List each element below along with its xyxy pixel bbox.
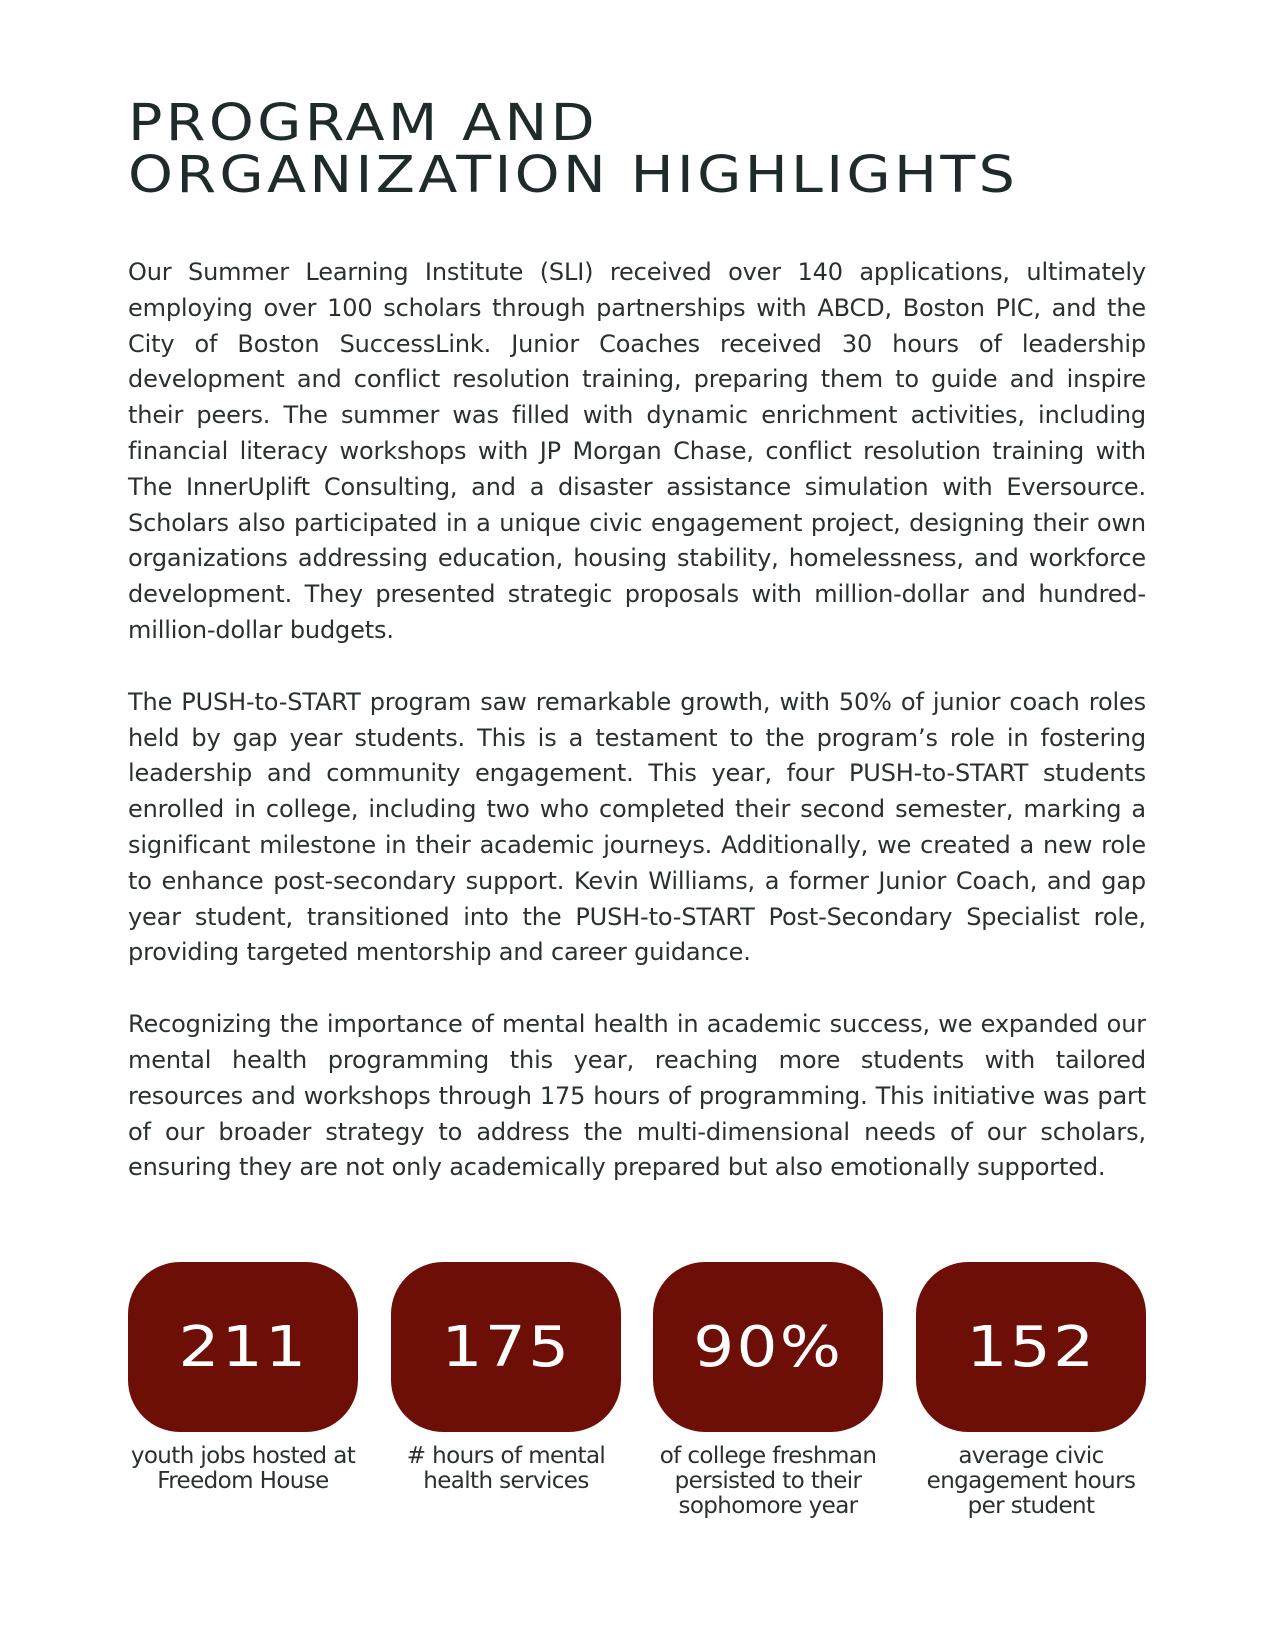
- stat-mental-health-hours: [391, 1262, 621, 1494]
- stat-value: 152: [966, 1314, 1096, 1380]
- stat-label: youth jobs hosted at Freedom House: [130, 1443, 356, 1494]
- stat-value: 211: [178, 1314, 308, 1380]
- stat-box: [391, 1262, 621, 1432]
- page-title: [128, 94, 1268, 205]
- stat-civic-engagement: [916, 1262, 1146, 1519]
- paragraph-push-to-start: The PUSH-to-START program saw remarkable growth, with 50% of junior coach roles held by gap year students. This is a testament to the program’s role in fostering leadership and community engagement. This year, four PUSH-to-START students enrolled in college, including two who completed their second semester, marking a significant milestone in their academic journeys. Additionally, we created a new role to enhance post-secondary support. Kevin Williams, a former Junior Coach, and gap year student, transitioned into the PUSH-to-START Post-Secondary Specialist role, providing targeted mentorship and career guidance.: [128, 687, 1146, 967]
- stat-label: average civic engagement hours per student: [926, 1443, 1136, 1519]
- paragraph-mental-health: Recognizing the importance of mental health in academic success, we expanded our mental health programming this year, reaching more students with tailored resources and workshops through 175 hours of programming. This initiative was part of our broader strategy to address the multi-dimensional needs of our scholars, ensuring they are not only academically prepared but also emotionally supported.: [128, 1010, 1146, 1182]
- stat-box: [653, 1262, 883, 1432]
- stat-youth-jobs: [128, 1262, 358, 1494]
- stats-row: [128, 1262, 1146, 1532]
- stat-box: [916, 1262, 1146, 1432]
- stat-box: [128, 1262, 358, 1432]
- page-title-line-2: ORGANIZATION HIGHLIGHTS: [128, 146, 1019, 205]
- stat-value: 175: [441, 1314, 571, 1380]
- stat-label: of college freshman persisted to their sophomore year: [659, 1443, 877, 1519]
- page-title-line-1: PROGRAM AND: [128, 94, 598, 153]
- body-text: [128, 255, 1146, 1222]
- stat-value: 90%: [692, 1314, 844, 1380]
- stat-college-persistence: [653, 1262, 883, 1519]
- paragraph-sli: Our Summer Learning Institute (SLI) received over 140 applications, ultimately employing over 100 scholars through partnerships with ABCD, Boston PIC, and the City of Boston SuccessLink. Junior Coaches received 30 hours of leadership development and conflict resolution training, preparing them to guide and inspire their peers. The summer was filled with dynamic enrichment activities, including financial literacy workshops with JP Morgan Chase, conflict resolution training with The InnerUplift Consulting, and a disaster assistance simulation with Eversource. Scholars also participated in a unique civic engagement project, designing their own organizations addressing education, housing stability, homelessness, and workforce development. They presented strategic proposals with million-dollar and hundred-million-dollar budgets.: [128, 258, 1146, 644]
- stat-label: # hours of mental health services: [406, 1443, 606, 1494]
